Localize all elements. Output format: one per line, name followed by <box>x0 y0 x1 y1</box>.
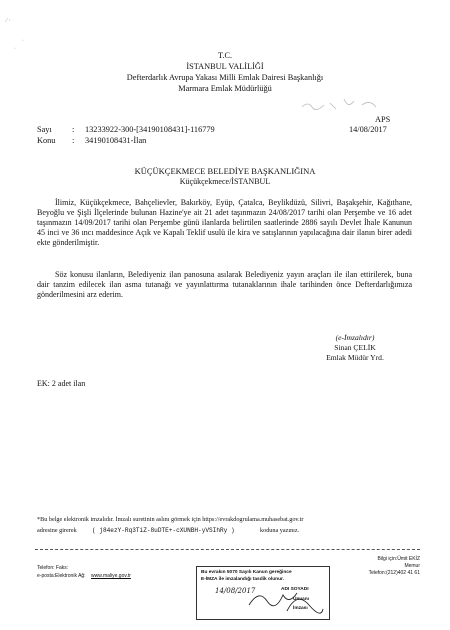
header-code: APS <box>375 115 391 124</box>
subject-value: 34190108431-İlan <box>85 136 147 145</box>
number-separator: : <box>72 125 75 134</box>
header-directorate: Marmara Emlak Müdürlüğü <box>178 84 272 93</box>
header-tc: T.C. <box>217 51 233 60</box>
footer-email: e-posta: <box>37 573 56 579</box>
stamp-handwritten-date: 14/08/2017 <box>215 587 256 595</box>
stamp-name-field: ADI SOYADI <box>281 587 309 592</box>
stamp-title-field: Ünvanı <box>293 597 309 602</box>
signer-title: Emlak Müdür Yrd. <box>326 353 384 362</box>
document-date: 14/08/2017 <box>349 125 387 134</box>
number-value: 13233922-300-[34190108431]-116779 <box>85 125 215 134</box>
handwritten-signature <box>247 583 327 617</box>
footer-network-url[interactable]: www.maliye.gov.tr <box>91 573 131 579</box>
footer-divider <box>35 549 420 550</box>
stamp-line-1: Bu evrakın 5070 Sayılı Kanun gereğince <box>201 570 292 575</box>
enclosure-note: EK: 2 adet ilan <box>37 379 86 388</box>
stamp-signature-field: İmzası <box>293 606 308 611</box>
subject-label: Konu <box>37 136 56 145</box>
verification-code: ( j84ezY-Rq3TiZ-8uDTE+-cXUNBH-yVSIhRy ) <box>92 527 235 534</box>
signer-name: Sinan ÇELİK <box>334 343 376 352</box>
footer-note-line-2-suffix: koduna yazınız. <box>260 527 300 534</box>
header-governorship: İSTANBUL VALİLİĞİ <box>186 62 264 71</box>
contact-phone: Telefon:(212)402 41 61 <box>368 570 420 576</box>
footer-note-line-2-prefix: adresine girerek <box>37 527 77 534</box>
addressee-location: Küçükçekmece/İSTANBUL <box>179 177 271 186</box>
scan-speck: · <box>22 38 24 44</box>
subject-separator: : <box>72 136 75 145</box>
header-department: Defterdarlık Avrupa Yakası Milli Emlak Dairesi Başkanlığı <box>126 73 324 82</box>
footer-network-label: Elektronik Ağ: <box>55 573 86 579</box>
footer-note-line-1: *Bu belge elektronik imzalıdır. İmzalı suretinin aslını görmek için https://evrakdogrulama.muhasebat.gov.tr <box>37 516 304 523</box>
scan-speck: ⁄ · <box>6 18 11 24</box>
faint-ghost-marks <box>300 95 390 115</box>
stamp-line-2: E-İMZA ile imzalandığı tasdik olunur. <box>201 577 284 582</box>
body-paragraph-1: İlimiz, Küçükçekmece, Bahçelievler, Bakırköy, Eyüp, Çatalca, Beylikdüzü, Silivri, Başakşehir, Kağıthane, Beyoğlu ve Şişli İlçelerinde bulunan Hazine'ye ait 21 adet taşınmazın 24/08/2017 tarihi olan Perşembe ve 16 adet taşınmazın 14/09/2017 tarihi olan Perşembe günü ilanlarda belirtilen saatlerinde 2886 sayılı Devlet İhale Kanunun 45 inci ve 36 ıncı maddesince Açık ve Kapalı Teklif usulü ile kira ve satışlarının yapılacağına dair ilanın birer adedi ekte gönderilmiştir. <box>37 198 412 247</box>
footer-fax: Telefon: Faks: <box>37 565 69 571</box>
contact-role: Memur <box>404 563 420 569</box>
number-label: Sayı <box>37 125 52 134</box>
addressee-name: KÜÇÜKÇEKMECE BELEDİYE BAŞKANLIĞINA <box>134 166 316 176</box>
body-paragraph-2: Söz konusu ilanların, Belediyeniz ilan panosuna asılarak Belediyeniz yayın araçları ile ilan ettirilerek, buna dair tanzim edilecek ilan asma tutanağı ve yayınlattırma tutanaklarının ihale tarihinden önce Defterdarlığımıza gönderilmesini arz ederim. <box>37 270 412 299</box>
scan-speck: · <box>14 46 16 52</box>
certification-stamp <box>196 566 330 620</box>
contact-person: Bilgi için:Ümit EKİZ <box>377 556 420 562</box>
esign-note: (e-İmzalıdır) <box>335 333 375 342</box>
